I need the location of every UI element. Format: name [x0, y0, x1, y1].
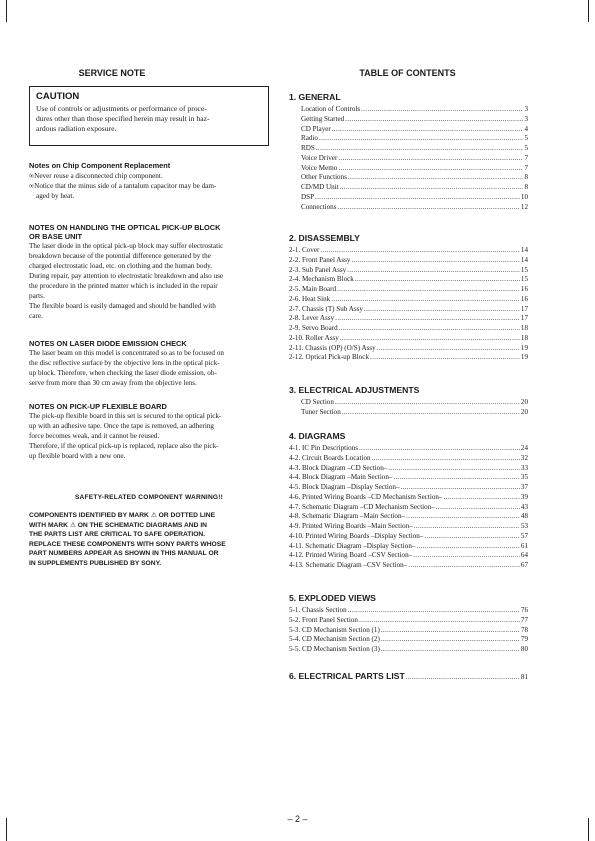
optical-notes-title: NOTES ON HANDLING THE OPTICAL PICK-UP BLOCK [29, 223, 221, 232]
toc-entry-label: DSP [301, 192, 315, 201]
toc-entry-label: 4-5. Block Diagram –Display Section– [289, 483, 400, 491]
flex-note-line: force becomes weak, and it cannot be reused. [29, 432, 160, 440]
toc-section-heading: 3. ELECTRICAL ADJUSTMENTS [289, 385, 420, 395]
toc-entry-label: 2-3. Sub Panel Assy [289, 265, 347, 274]
page-number: – 2 – [287, 814, 308, 824]
toc-entry-label: 4-4. Block Diagram –Main Section– [289, 473, 393, 482]
toc-entry-page: 16 [520, 285, 528, 293]
toc-entry[interactable] [289, 644, 528, 654]
optical-notes-title: OR BASE UNIT [29, 232, 82, 241]
toc-title: TABLE OF CONTENTS [359, 68, 456, 78]
toc-entry-label: Connections [301, 202, 337, 211]
toc-leader-dots [345, 114, 523, 124]
warning-line: REPLACE THESE COMPONENTS WITH SONY PARTS WHOSE [29, 540, 226, 548]
warning-line: PART NUMBERS APPEAR AS SHOWN IN THIS MANUAL OR [29, 550, 219, 557]
laser-note-line: the disc reflective surface by the objective lens in the optical pick- [29, 359, 220, 367]
toc-entry[interactable] [289, 502, 528, 512]
safety-warning-title: SAFETY-RELATED COMPONENT WARNING!! [74, 494, 224, 501]
toc-entry[interactable] [289, 323, 528, 333]
warning-line: THE PARTS LIST ARE CRITICAL TO SAFE OPERATION. [29, 531, 206, 538]
chip-notes-title: Notes on Chip Component Replacement [29, 161, 171, 170]
toc-entry-page: 35 [520, 473, 528, 482]
toc-entry-page: 17 [520, 314, 528, 323]
toc-entry[interactable] [289, 313, 528, 323]
toc-entry-page: 19 [520, 353, 528, 362]
toc-entry-label: 4-11. Schematic Diagram –Display Section– [289, 541, 416, 550]
toc-entry-page: 19 [520, 343, 528, 352]
toc-entry[interactable] [301, 397, 528, 407]
chip-note-item: ∞Never reuse a disconnected chip component. [29, 172, 163, 180]
laser-note-line: up block. Therefore, when checking the laser diode emission, ob- [29, 369, 217, 377]
toc-entry-label: CD/MD Unit [301, 183, 339, 191]
toc-entry-label: Tuner Section [301, 407, 341, 416]
toc-leader-dots [393, 472, 519, 482]
toc-entry-page: 20 [520, 407, 528, 416]
toc-entry-label: RDS [301, 144, 315, 152]
toc-entry-page: 17 [520, 304, 528, 313]
toc-entry[interactable] [301, 182, 528, 192]
toc-entry-page: 48 [520, 512, 528, 521]
toc-leader-dots [381, 625, 520, 635]
optical-note-line: During repair, pay attention to electrostatic breakdown and also use [29, 272, 224, 280]
flex-note-line: The pick-up flexible board in this set is secured to the optical pick- [29, 412, 222, 420]
toc-entry-page: 24 [520, 444, 528, 452]
toc-entry-page: 3 [524, 114, 528, 123]
toc-entry-label: 5-4. CD Mechanism Section (2) [289, 635, 380, 644]
toc-entry[interactable] [289, 625, 528, 635]
toc-entry[interactable] [289, 343, 528, 353]
warning-line: WITH MARK ⚠ ON THE SCHEMATIC DIAGRAMS AND IN [29, 521, 208, 529]
toc-leader-dots [347, 265, 520, 275]
toc-entry-page: 8 [524, 183, 528, 191]
flex-note-line: up flexible board with a new one. [29, 452, 126, 460]
flex-notes-title: NOTES ON PICK-UP FLEXIBLE BOARD [29, 402, 167, 411]
toc-entry-label: 2-9. Servo Board [289, 324, 338, 332]
toc-leader-dots [424, 531, 520, 541]
toc-entry[interactable] [289, 333, 528, 343]
toc-entry-page: 78 [520, 625, 528, 634]
toc-leader-dots [436, 502, 520, 512]
toc-entry-label: 2-11. Chassis (OP) (O/S) Assy [289, 343, 376, 352]
toc-entry-label: 4-12. Printed Wiring Board –CSV Section– [289, 551, 413, 560]
toc-entry[interactable] [301, 124, 528, 134]
toc-entry[interactable] [301, 192, 528, 202]
toc-entry-label: 4-6. Printed Wiring Boards –CD Mechanism Section– [289, 492, 443, 501]
toc-leader-dots [348, 605, 520, 615]
toc-leader-dots [319, 133, 524, 143]
toc-entry-page: 32 [520, 453, 528, 462]
toc-leader-dots [332, 124, 524, 134]
toc-entry[interactable] [289, 550, 528, 560]
toc-entry[interactable] [289, 521, 528, 531]
caution-text [36, 104, 262, 134]
toc-entry-page: 67 [520, 561, 528, 569]
toc-entry-parts-list[interactable] [289, 671, 528, 683]
toc-entry-label: CD Player [301, 124, 331, 133]
warning-line: COMPONENTS IDENTIFIED BY MARK ⚠ OR DOTTED LINE [29, 512, 216, 519]
toc-entry[interactable] [301, 163, 528, 173]
optical-note-line: breakdown because of the potential difference generated by the [29, 252, 211, 260]
toc-entry-page: 18 [520, 324, 528, 332]
toc-entry[interactable] [301, 104, 528, 114]
toc-entry[interactable] [301, 114, 528, 124]
toc-entry-label: 5-2. Front Panel Section [289, 615, 358, 624]
toc-entry-label: 4-9. Printed Wiring Boards –Main Section– [289, 522, 413, 530]
optical-note-line: the procedure in the printed matter which is included in the repair [29, 282, 218, 290]
toc-section-heading: 4. DIAGRAMS [289, 431, 346, 441]
toc-entry-label: 2-5. Main Board [289, 285, 337, 293]
toc-leader-dots [359, 615, 520, 625]
toc-leader-dots [320, 245, 520, 255]
toc-entry-page: 7 [524, 153, 528, 162]
toc-entry-page: 3 [524, 105, 528, 113]
toc-entry[interactable] [289, 352, 528, 362]
toc-entry[interactable] [289, 472, 528, 482]
toc-entry-label: 5-3. CD Mechanism Section (1) [289, 625, 380, 634]
toc-entry[interactable] [289, 492, 528, 502]
optical-note-line: The laser diode in the optical pick-up block may suffer electrostatic [29, 242, 224, 250]
flex-note-line: Therefore, if the optical pick-up is replaced, replace also the pick- [29, 442, 219, 450]
toc-entry[interactable] [289, 304, 528, 314]
toc-entry[interactable] [289, 531, 528, 541]
warning-line: IN SUPPLEMENTS PUBLISHED BY SONY. [29, 559, 162, 567]
toc-entry-page: 64 [520, 551, 528, 560]
toc-leader-dots [443, 492, 519, 502]
toc-entry-label: 5-5. CD Mechanism Section (3) [289, 645, 380, 653]
toc-entry[interactable] [301, 143, 528, 153]
toc-leader-dots [381, 644, 520, 654]
optical-pickup-notes [29, 223, 269, 321]
toc-entry-label: Voice Driver [301, 153, 338, 162]
toc-entry-page: 77 [520, 615, 528, 624]
toc-entry-label: 4-7. Schematic Diagram –CD Mechanism Section– [289, 502, 435, 511]
safety-warning [29, 494, 269, 568]
toc-entry-page: 16 [520, 294, 528, 303]
toc-entry[interactable] [289, 274, 528, 284]
optical-note-line: charged electrostatic load, etc. on clothing and the human body. [29, 262, 213, 270]
toc-entry[interactable] [301, 172, 528, 182]
toc-entry[interactable] [289, 541, 528, 551]
toc-entry[interactable] [289, 453, 528, 463]
toc-entry[interactable] [289, 560, 528, 570]
toc-entry-label: 2-2. Front Panel Assy [289, 255, 351, 264]
toc-entry-page: 33 [520, 463, 528, 472]
toc-entry-page: 10 [520, 192, 528, 201]
toc-entry-page: 79 [520, 635, 528, 644]
toc-leader-dots [406, 511, 520, 521]
toc-entry-page: 15 [520, 265, 528, 274]
toc-entry-label: 2-7. Chassis (T) Sub Assy [289, 304, 363, 313]
toc-leader-dots [413, 550, 520, 560]
toc-leader-dots [414, 521, 520, 531]
safety-warning-text [29, 511, 269, 568]
toc-leader-dots [359, 443, 520, 453]
crop-mark-top-left [6, 0, 7, 22]
optical-note-line: parts. [29, 292, 45, 300]
toc-entry[interactable] [289, 245, 528, 255]
toc-leader-dots [408, 560, 520, 570]
toc-leader-dots [351, 255, 519, 265]
toc-entry[interactable] [301, 407, 528, 417]
toc-section-heading: 1. GENERAL [289, 92, 341, 102]
toc-entry-label: 2-6. Heat Sink [289, 294, 331, 303]
toc-entry-page: 14 [520, 246, 528, 254]
toc-leader-dots [361, 104, 523, 114]
toc-leader-dots [388, 463, 520, 473]
laser-notes-title: NOTES ON LASER DIODE EMISSION CHECK [29, 339, 187, 348]
toc-entry-page: 20 [520, 398, 528, 406]
toc-entry[interactable] [301, 153, 528, 163]
toc-entry-page: 15 [520, 275, 528, 284]
toc-entry-label: 4-1. IC Pin Descriptions [289, 444, 358, 452]
toc-entry-label: Location of Controls [301, 105, 361, 113]
chip-note-item-cont: aged by heat. [36, 192, 75, 200]
toc-entry[interactable] [301, 133, 528, 143]
toc-entry-page: 37 [520, 483, 528, 491]
toc-entry[interactable] [289, 605, 528, 615]
toc-entry-page: 5 [524, 144, 528, 152]
toc-leader-dots [335, 313, 520, 323]
toc-leader-dots [340, 333, 520, 343]
toc-entry-label: 2-4. Mechanism Block [289, 275, 354, 284]
toc-leader-dots [340, 182, 524, 192]
toc-entry[interactable] [289, 634, 528, 644]
toc-entry-label: 2-1. Cover [289, 246, 320, 254]
laser-note-line: The laser beam on this model is concentrated so as to be focused on [29, 349, 225, 357]
toc-leader-dots [364, 304, 520, 314]
chip-note-item: ∞Notice that the minus side of a tantalum capacitor may be dam- [29, 182, 217, 190]
toc-leader-dots [339, 323, 520, 333]
toc-entry-label: Radio [301, 134, 318, 143]
toc-leader-dots [401, 482, 520, 492]
toc-leader-dots [342, 407, 520, 417]
service-note-title: SERVICE NOTE [78, 68, 146, 78]
toc-entry-page: 8 [524, 173, 528, 182]
optical-note-line: The flexible board is easily damaged and should be handled with [29, 302, 216, 310]
toc-entry-page: 53 [520, 522, 528, 530]
caution-title: CAUTION [36, 91, 80, 102]
toc-entry-label: 4-13. Schematic Diagram –CSV Section– [289, 561, 408, 569]
chip-notes [29, 161, 269, 201]
toc-entry[interactable] [289, 284, 528, 294]
toc-leader-dots [372, 453, 520, 463]
caution-line: ardous radiation exposure. [36, 124, 117, 133]
toc-entry-label: 4-8. Schematic Diagram –Main Section– [289, 512, 406, 521]
toc-entry[interactable] [289, 265, 528, 275]
toc-leader-dots [337, 202, 519, 212]
toc-entry-label: 4-2. Circuit Boards Location [289, 453, 371, 462]
toc-entry-page: 4 [524, 124, 528, 133]
toc-leader-dots [377, 343, 520, 353]
toc-entry-page: 61 [520, 541, 528, 550]
toc-leader-dots [348, 172, 524, 182]
optical-note-line: care. [29, 312, 43, 320]
toc-leader-dots [315, 192, 520, 202]
toc-entry-page: 5 [524, 134, 528, 143]
toc-leader-dots [338, 163, 523, 173]
crop-mark-top-right [588, 0, 589, 22]
toc-section-heading: 2. DISASSEMBLY [289, 233, 360, 243]
flexible-board-notes [29, 402, 269, 461]
toc-entry-label: CD Section [301, 398, 334, 406]
toc-entry-label: Voice Memo [301, 163, 338, 172]
caution-line: dures other than those specified herein may result in haz- [36, 114, 210, 123]
toc-leader-dots [370, 352, 520, 362]
caution-box [29, 86, 269, 146]
toc-entry-page: 43 [520, 502, 528, 511]
toc-entry-label: Other Functions [301, 173, 347, 182]
toc-entry-label: Getting Started [301, 114, 345, 123]
laser-note-line: serve from more than 30 cm away from the objective lens. [29, 379, 197, 387]
toc-entry-page: 18 [520, 333, 528, 342]
toc-section-heading: 6. ELECTRICAL PARTS LIST [289, 671, 405, 681]
toc-entry-page: 12 [520, 202, 528, 211]
toc-entry-page: 80 [520, 645, 528, 653]
toc-entry[interactable] [289, 294, 528, 304]
toc-entry-label: 4-3. Block Diagram –CD Section– [289, 463, 388, 472]
toc-entry-label: 2-10. Roller Assy [289, 333, 339, 342]
toc-entry-page: 76 [520, 606, 528, 614]
flex-note-line: up with an adhesive tape. Once the tape is removed, an adhering [29, 422, 215, 430]
toc-entry[interactable] [289, 615, 528, 625]
toc-leader-dots [406, 672, 520, 682]
toc-entry-page: 7 [524, 163, 528, 172]
toc-leader-dots [416, 541, 519, 551]
toc-leader-dots [355, 274, 520, 284]
toc-entry[interactable] [289, 463, 528, 473]
toc-entry[interactable] [289, 443, 528, 453]
toc-entry-label: 2-12. Optical Pick-up Block [289, 353, 369, 362]
toc-leader-dots [381, 634, 520, 644]
toc-entry-label: 5-1. Chassis Section [289, 606, 347, 614]
toc-leader-dots [316, 143, 524, 153]
toc-entry[interactable] [301, 202, 528, 212]
toc-section-heading: 5. EXPLODED VIEWS [289, 593, 376, 603]
toc-leader-dots [337, 284, 520, 294]
toc-entry-page: 14 [520, 255, 528, 264]
toc-entry[interactable] [289, 511, 528, 521]
toc-entry-page: 39 [520, 492, 528, 501]
toc-leader-dots [331, 294, 520, 304]
laser-emission-notes [29, 339, 269, 388]
toc-leader-dots [335, 397, 520, 407]
toc-entry-page: 81 [520, 673, 528, 681]
toc-entry-page: 57 [520, 531, 528, 540]
toc-entry-label: 4-10. Printed Wiring Boards –Display Section– [289, 531, 424, 540]
toc-entry[interactable] [289, 482, 528, 492]
toc-entry[interactable] [289, 255, 528, 265]
toc-entry-label: 2-8. Lever Assy [289, 314, 335, 323]
caution-line: Use of controls or adjustments or performance of proce- [36, 104, 207, 113]
toc-leader-dots [338, 153, 523, 163]
